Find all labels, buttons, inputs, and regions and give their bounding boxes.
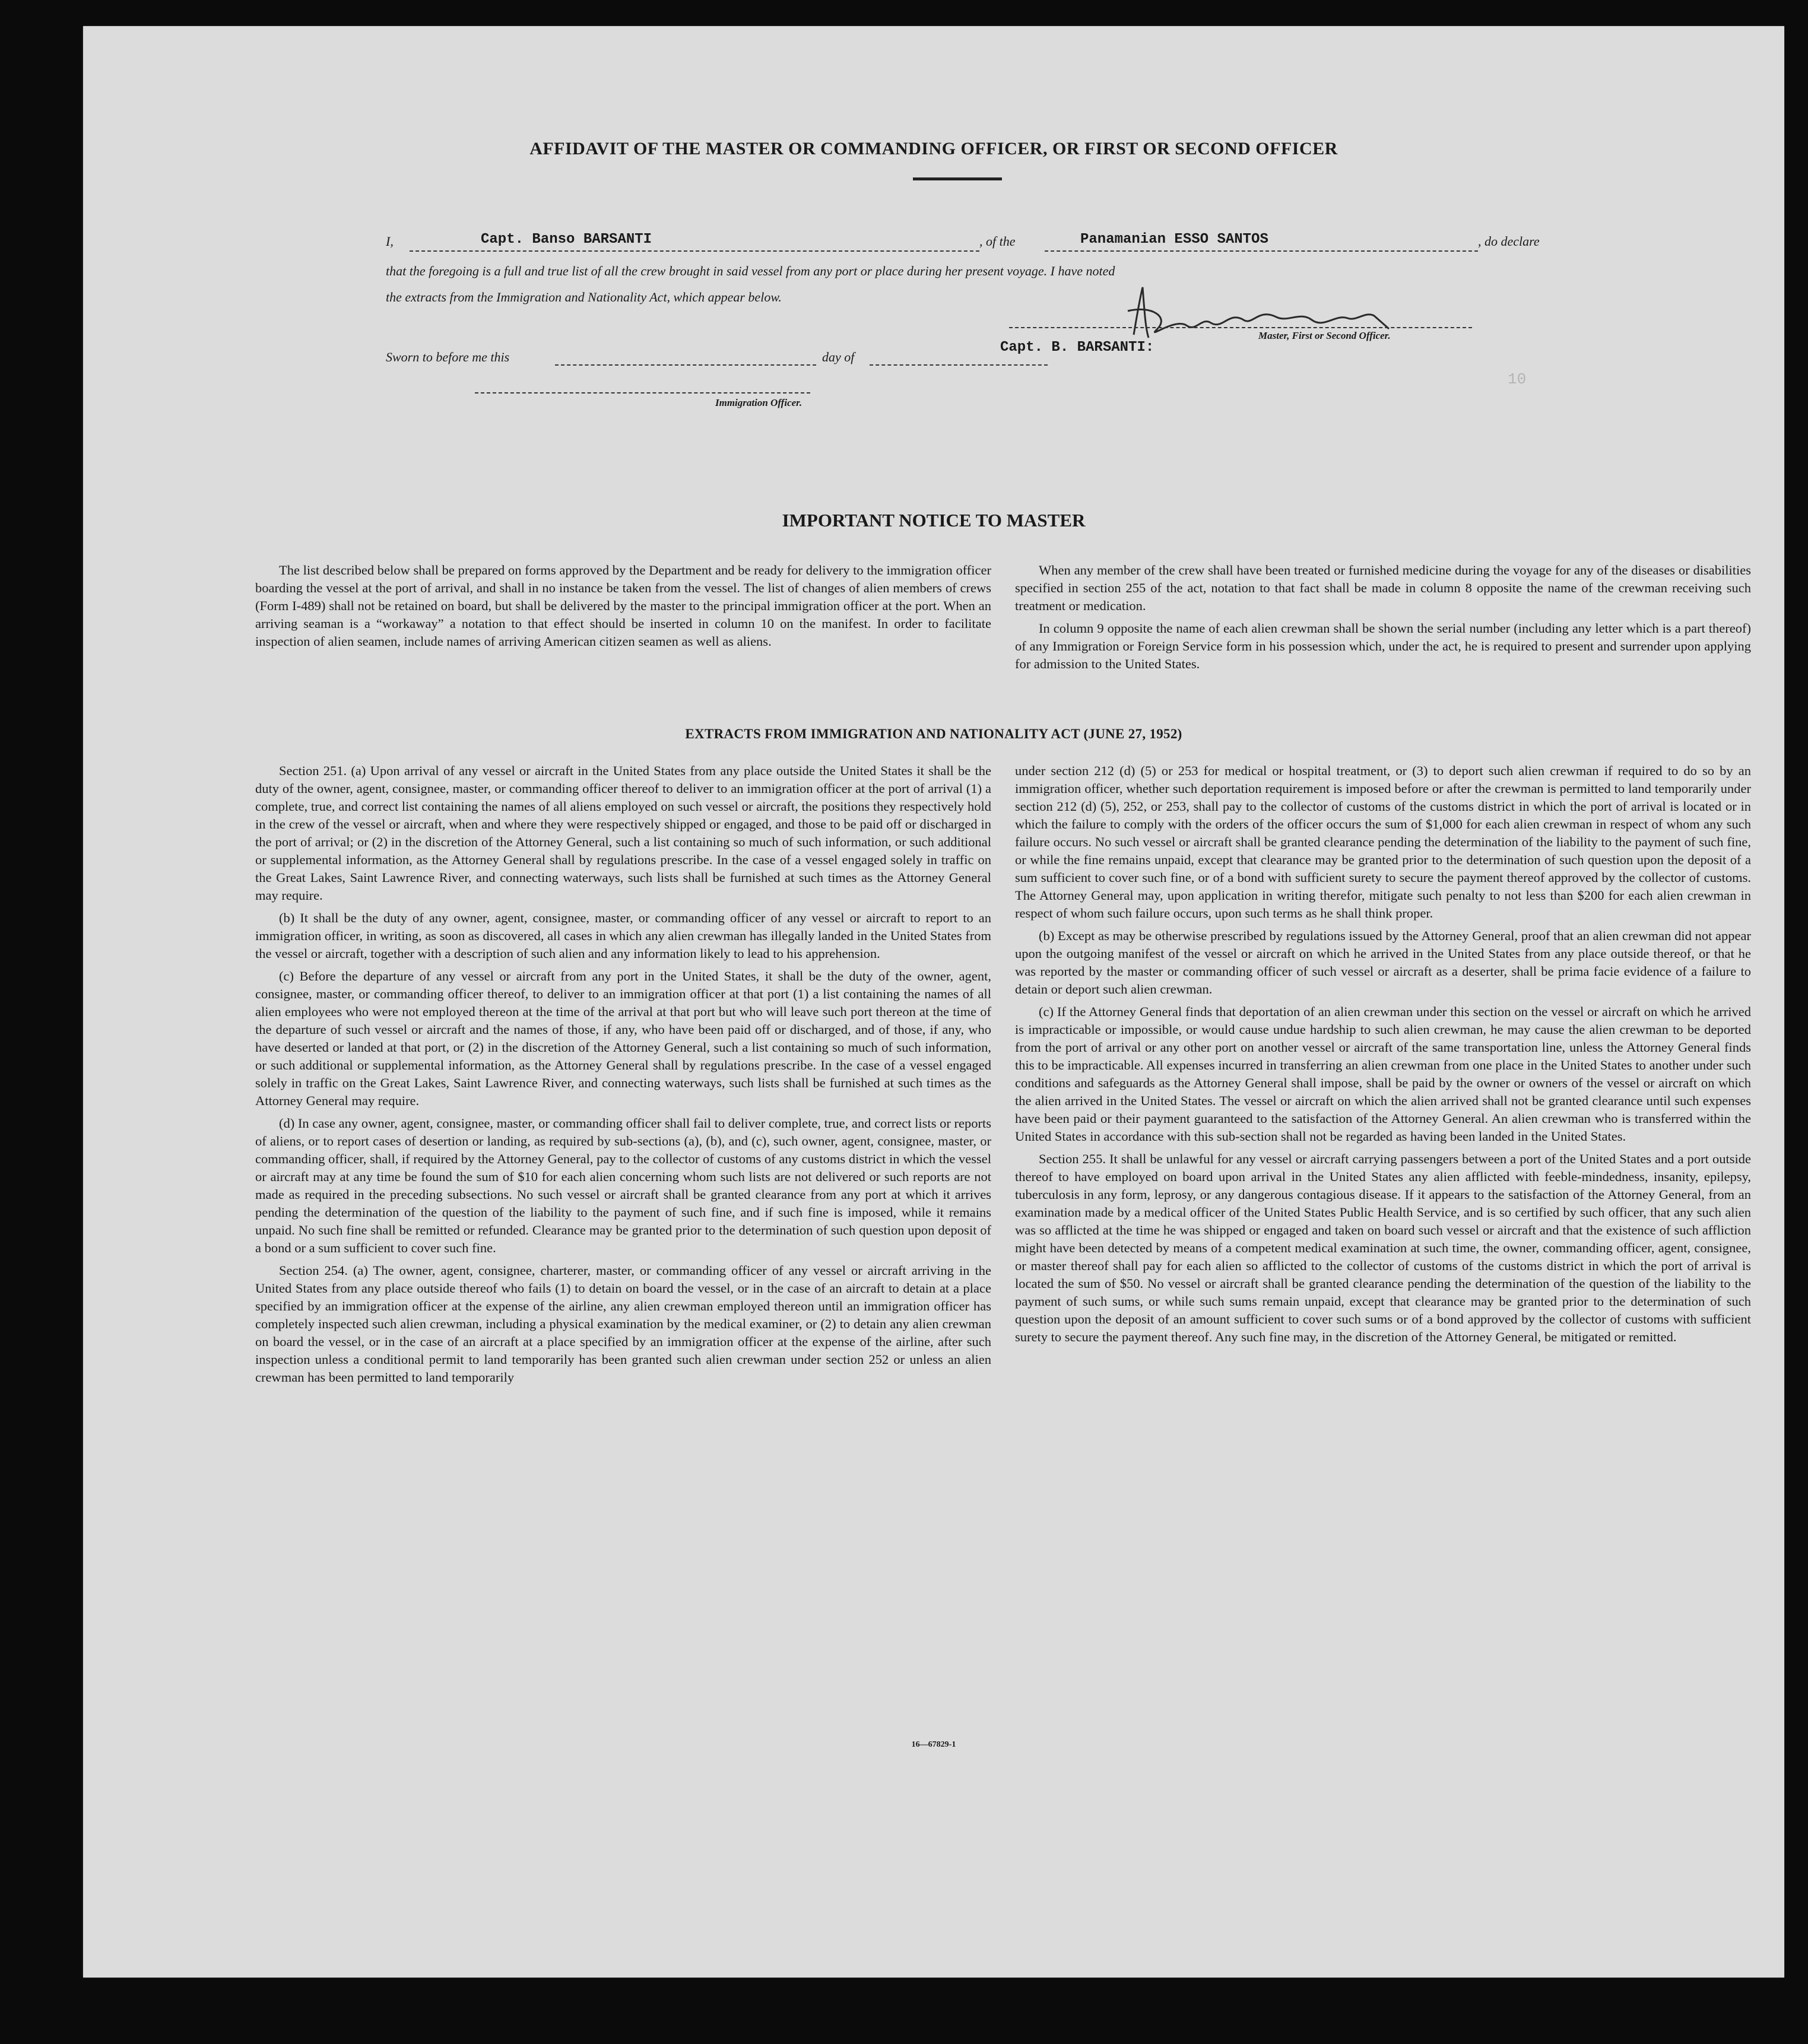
extracts-left-column (255, 762, 991, 1386)
extract-paragraph: (d) In case any owner, agent, consignee, master, or commanding officer shall fail to deliver complete, true, and correct lists or reports of aliens, or to report cases of desertion or landing, as required by sub-sections (a), (b), and (c), such owner, agent, consignee, master, or commanding officer, shall, if required by the Attorney General, pay to the collector of customs of any customs district in which the vessel or aircraft may at any time be found the sum of $10 for each alien concerning whom such lists are not delivered or such reports are not made as required in the preceding subsections. No such vessel or aircraft shall be granted clearance from any port at which it arrives pending the determination of the question of the liability to the payment of such fine, and if such fine is imposed, while it remains unpaid. No such fine shall be remitted or refunded. Clearance may be granted prior to the determination of such question upon deposit of a bond or a sum sufficient to cover such fine. (255, 1116, 991, 1255)
extracts-right-column (1015, 762, 1751, 1346)
affidavit-i-label: I, (386, 234, 394, 249)
extract-paragraph: under section 212 (d) (5) or 253 for medical or hospital treatment, or (3) to deport such alien crewman if required to do so by an immigration officer, whether such deportation requirement is imposed before or after the crewman is permitted to land temporarily under section 212 (d) (5), 252, or 253, shall pay to the collector of customs of the customs district in which the port of arrival is located or in which the failure to comply with the orders of the officer occurs the sum of $1,000 for each alien crewman in respect of whom any such failure occurs. No such vessel or aircraft shall be granted clearance pending the determination of the liability to the payment of such fine, or while the fine remains unpaid, except that clearance may be granted prior to the determination of such question upon the deposit of a sum sufficient to cover such fine, or of a bond with sufficient surety to secure the payment thereof approved by the collector of customs. The Attorney General may, upon application in writing therefor, mitigate such penalty to not less than $200 for each alien crewman in respect of whom such failure occurs, upon such terms as he shall think proper. (1015, 763, 1751, 921)
form-number: 16—67829-1 (911, 1740, 956, 1749)
title-divider (913, 177, 1002, 180)
notice-title: IMPORTANT NOTICE TO MASTER (782, 510, 1086, 531)
extract-paragraph: (b) It shall be the duty of any owner, agent, consignee, master, or commanding officer of any vessel or aircraft to report to an immigration officer, in writing, as soon as discovered, all cases in which any alien crewman has illegally landed in the United States from the vessel or aircraft, together with a description of such alien and any information likely to lead to his apprehension. (255, 910, 991, 961)
of-the-label: , of the (979, 234, 1016, 249)
sworn-day-field (555, 347, 816, 366)
master-name-field (410, 233, 979, 252)
immigration-officer-caption: Immigration Officer. (715, 397, 803, 408)
day-of-label: day of (822, 350, 855, 364)
affidavit-title: AFFIDAVIT OF THE MASTER OR COMMANDING OFFICER, OR FIRST OR SECOND OFFICER (529, 139, 1338, 158)
affidavit-statement-line: that the foregoing is a full and true list of all the crew brought in said vessel from any port or place during her present voyage. I have noted (386, 264, 1115, 278)
bleed-through-mark: 10 (1508, 370, 1527, 388)
affidavit-extracts-line: the extracts from the Immigration and Nationality Act, which appear below. (386, 290, 782, 304)
document-page (83, 26, 1784, 1978)
extracts-title: EXTRACTS FROM IMMIGRATION AND NATIONALITY ACT (JUNE 27, 1952) (685, 726, 1182, 741)
notice-right-column (1015, 561, 1751, 673)
extract-paragraph: (c) Before the departure of any vessel or aircraft from any port in the United States, it shall be the duty of the owner, agent, consignee, master, or commanding officer thereof, to deliver to an immigration officer at that port (1) a list containing the names of all alien employees who were not employed thereon at the time of the arrival at that port but who will leave such port thereon at the time of the departure of such vessel or aircraft and the names of those, if any, who have been paid off or discharged, and of those, if any, who have deserted or landed at that port, or (2) in the discretion of the Attorney General, such a list containing so much of such information, or such additional or supplemental information, as the Attorney General shall by regulations prescribe. In the case of a vessel engaged solely in traffic on the Great Lakes, Saint Lawrence River, and connecting waterways, such lists shall be furnished at such times as the Attorney General may require. (255, 969, 991, 1108)
extract-paragraph: (b) Except as may be otherwise prescribed by regulations issued by the Attorney General, proof that an alien crewman did not appear upon the outgoing manifest of the vessel or aircraft on which he arrived in the United States from any place outside thereof, or that he was reported by the master or commanding officer of such vessel or aircraft as a deserter, shall be prima facie evidence of a failure to detain or deport such alien crewman. (1015, 928, 1751, 996)
extract-paragraph: Section 255. It shall be unlawful for any vessel or aircraft carrying passengers between a port of the United States and a port outside thereof to have employed on board upon arrival in the United States any alien afflicted with feeble-mindedness, insanity, epilepsy, tuberculosis in any form, leprosy, or any dangerous contagious disease. If it appears to the satisfaction of the Attorney General, from an examination made by a medical officer of the United States Public Health Service, and is so certified by such officer, that any such alien was so afflicted at the time he was shipped or engaged and taken on board such vessel or aircraft and that the existence of such affliction might have been detected by means of a competent medical examination at such time, the owner, commanding officer, agent, consignee, or master thereof shall pay for each alien so afflicted to the collector of customs of the customs district in which the port of arrival is located the sum of $50. No vessel or aircraft shall be granted clearance pending the determination of the question of the liability to the payment of such sums, or while such sums remain unpaid, except that clearance may be granted prior to the determination of such question upon the deposit of an amount sufficient to cover such sums or of a bond approved by the collector of customs with sufficient surety to secure the payment thereof. Any such fine may, in the discretion of the Attorney General, be mitigated or remitted. (1015, 1151, 1751, 1344)
notice-paragraph: When any member of the crew shall have been treated or furnished medicine during the voyage for any of the diseases or disabilities specified in section 255 of the act, notation to that fact shall be made in column 8 opposite the name of the crewman receiving such treatment or medication. (1015, 563, 1751, 613)
signature-line (1009, 326, 1472, 328)
do-declare-label: , do declare (1478, 234, 1540, 249)
extract-paragraph: Section 251. (a) Upon arrival of any vessel or aircraft in the United States from any place outside the United States it shall be the duty of the owner, agent, consignee, master, or commanding officer thereof to deliver to an immigration officer at the port of arrival (1) a complete, true, and correct list containing the names of all aliens employed on such vessel or aircraft, the positions they respectively hold in the crew of the vessel or aircraft, when and where they were respectively shipped or engaged, and those to be paid off or discharged in the port of arrival; or (2) in the discretion of the Attorney General, such a list containing so much of such information, or such additional or supplemental information, as the Attorney General shall by regulations prescribe. In the case of a vessel engaged solely in traffic on the Great Lakes, Saint Lawrence River, and connecting waterways, such lists shall be furnished at such times as the Attorney General may require. (255, 763, 991, 903)
sworn-label: Sworn to before me this (386, 350, 510, 364)
typed-signatory: Capt. B. BARSANTI: (1000, 339, 1154, 356)
extract-paragraph: (c) If the Attorney General finds that deportation of an alien crewman under this section on the vessel or aircraft on which he arrived is impracticable or impossible, or would cause undue hardship to such alien crewman, he may cause the alien crewman to be deported from the port of arrival or any other port on another vessel or aircraft of the same transportation line, unless the Attorney General finds this to be impracticable. All expenses incurred in transferring an alien crewman from one place in the United States to another under such conditions and safeguards as the Attorney General shall impose, shall be paid by the owner or owners of the vessel or aircraft on which the alien arrived in the United States. The vessel or aircraft on which the alien arrived shall not be granted clearance until such expenses have been paid or their payment guaranteed to the satisfaction of the Attorney General. An alien crewman who is transferred within the United States in accordance with this sub-section shall not be regarded as having been landed in the United States. (1015, 1004, 1751, 1144)
notice-paragraph: The list described below shall be prepared on forms approved by the Department and be ready for delivery to the immigration officer boarding the vessel at the port of arrival, and shall in no instance be taken from the vessel. The list of changes of alien members of crews (Form I-489) shall not be retained on board, but shall be delivered by the master to the principal immigration officer at the port. When an arriving seaman is a “workaway” a notation to that effect should be inserted in column 10 on the manifest. In order to facilitate inspection of alien seamen, include names of arriving American citizen seamen as well as aliens. (255, 563, 991, 649)
notice-paragraph: In column 9 opposite the name of each alien crewman shall be shown the serial number (including any letter which is a part thereof) of any Immigration or Foreign Service form in his possession which, under the act, he is required to present and surrender upon applying for admission to the United States. (1015, 621, 1751, 671)
immigration-officer-line (475, 391, 810, 393)
vessel-name-value: Panamanian ESSO SANTOS (1080, 231, 1268, 247)
extract-paragraph: Section 254. (a) The owner, agent, consignee, charterer, master, or commanding officer of any vessel or aircraft arriving in the United States from any place outside thereof who fails (1) to detain on board the vessel, or in the case of an aircraft to detain at a place specified by an immigration officer at the expense of the airline, any alien crewman employed thereon until an immigration officer has completely inspected such alien crewman, including a physical examination by the medical examiner, or (2) to detain any alien crewman on board the vessel, or in the case of an aircraft at a place specified by an immigration officer at the expense of the airline, after such inspection unless a conditional permit to land temporarily has been granted such alien crewman under section 252 or unless an alien crewman has been permitted to land temporarily (255, 1263, 991, 1385)
master-name-value: Capt. Banso BARSANTI (481, 231, 652, 247)
signature-caption: Master, First or Second Officer. (1258, 330, 1391, 341)
vessel-name-field (1045, 233, 1478, 252)
notice-left-column (255, 561, 991, 650)
